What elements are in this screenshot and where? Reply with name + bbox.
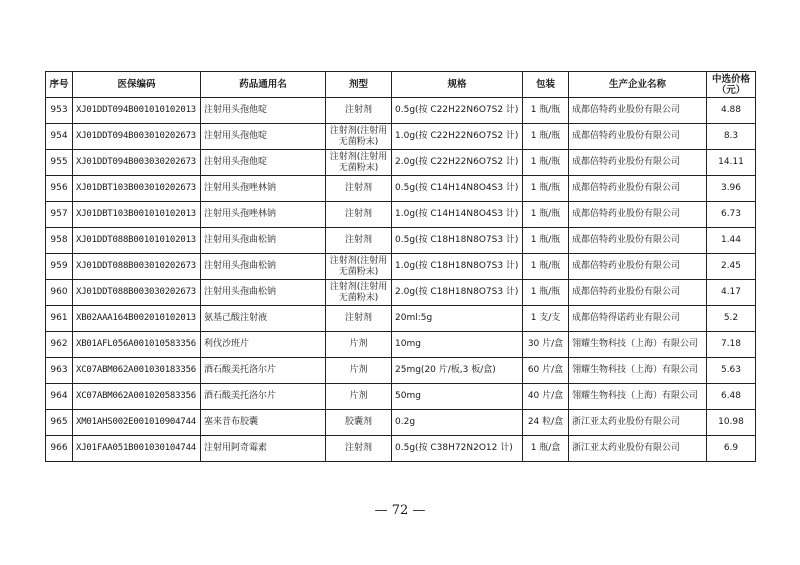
row-drug-name: 注射用头孢唑林钠	[201, 176, 326, 202]
row-seq: 958	[46, 228, 73, 254]
header-name: 药品通用名	[201, 72, 326, 98]
row-package: 1 支/支	[523, 306, 569, 332]
row-code: XJ01DDT088B003030202673	[73, 280, 201, 306]
row-drug-name: 注射用头孢曲松钠	[201, 280, 326, 306]
row-drug-name: 氨基己酸注射液	[201, 306, 326, 332]
table-row	[46, 384, 756, 410]
row-drug-name: 酒石酸美托洛尔片	[201, 384, 326, 410]
row-price: 3.96	[707, 176, 756, 202]
row-seq: 966	[46, 436, 73, 462]
row-manufacturer: 成都倍特药业股份有限公司	[569, 98, 707, 124]
row-package: 30 片/盒	[523, 332, 569, 358]
row-spec: 50mg	[392, 384, 523, 410]
row-price: 5.2	[707, 306, 756, 332]
row-dosage-form: 注射剂	[326, 306, 392, 332]
row-seq: 955	[46, 150, 73, 176]
row-price: 8.3	[707, 124, 756, 150]
row-dosage-form: 注射剂(注射用无菌粉末)	[326, 150, 392, 176]
row-drug-name: 利伐沙班片	[201, 332, 326, 358]
row-seq: 954	[46, 124, 73, 150]
table-row	[46, 124, 756, 150]
row-seq: 957	[46, 202, 73, 228]
page-number: — 72 —	[374, 503, 426, 518]
row-dosage-form: 片剂	[326, 384, 392, 410]
row-package: 1 瓶/瓶	[523, 98, 569, 124]
row-package: 40 片/盒	[523, 384, 569, 410]
row-drug-name: 注射用头孢唑林钠	[201, 202, 326, 228]
row-manufacturer: 成都倍特药业股份有限公司	[569, 228, 707, 254]
row-spec: 1.0g(按 C18H18N8O7S3 计)	[392, 254, 523, 280]
row-dosage-form: 注射剂(注射用无菌粉末)	[326, 124, 392, 150]
row-code: XB01AFL056A001010583356	[73, 332, 201, 358]
row-package: 1 瓶/瓶	[523, 254, 569, 280]
row-manufacturer: 成都倍特药业股份有限公司	[569, 124, 707, 150]
row-drug-name: 酒石酸美托洛尔片	[201, 358, 326, 384]
row-drug-name: 注射用头孢他啶	[201, 150, 326, 176]
table-row	[46, 436, 756, 462]
row-code: XJ01FAA051B001030104744	[73, 436, 201, 462]
row-drug-name: 注射用头孢他啶	[201, 98, 326, 124]
row-dosage-form: 胶囊剂	[326, 410, 392, 436]
header-code: 医保编码	[73, 72, 201, 98]
row-spec: 10mg	[392, 332, 523, 358]
row-package: 1 瓶/瓶	[523, 202, 569, 228]
table-row	[46, 202, 756, 228]
row-price: 14.11	[707, 150, 756, 176]
row-spec: 1.0g(按 C14H14N8O4S3 计)	[392, 202, 523, 228]
row-package: 1 瓶/瓶	[523, 176, 569, 202]
row-dosage-form: 注射剂	[326, 202, 392, 228]
row-code: XJ01DDT094B003010202673	[73, 124, 201, 150]
table-row	[46, 358, 756, 384]
row-manufacturer: 翎耀生物科技（上海）有限公司	[569, 384, 707, 410]
row-seq: 961	[46, 306, 73, 332]
row-package: 1 瓶/盒	[523, 436, 569, 462]
row-price: 6.9	[707, 436, 756, 462]
row-code: XJ01DBT103B001010102013	[73, 202, 201, 228]
row-code: XJ01DBT103B003010202673	[73, 176, 201, 202]
row-price: 4.88	[707, 98, 756, 124]
row-spec: 20ml:5g	[392, 306, 523, 332]
row-code: XC07ABM062A001020583356	[73, 384, 201, 410]
row-manufacturer: 成都倍特药业股份有限公司	[569, 280, 707, 306]
row-spec: 0.2g	[392, 410, 523, 436]
row-code: XJ01DDT094B003030202673	[73, 150, 201, 176]
row-seq: 962	[46, 332, 73, 358]
row-spec: 0.5g(按 C38H72N2O12 计)	[392, 436, 523, 462]
header-spec: 规格	[392, 72, 523, 98]
row-seq: 956	[46, 176, 73, 202]
row-drug-name: 塞来昔布胶囊	[201, 410, 326, 436]
drug-price-table	[45, 71, 756, 462]
header-manufacturer: 生产企业名称	[569, 72, 707, 98]
row-price: 6.73	[707, 202, 756, 228]
row-price: 10.98	[707, 410, 756, 436]
row-drug-name: 注射用阿奇霉素	[201, 436, 326, 462]
row-price: 6.48	[707, 384, 756, 410]
row-dosage-form: 注射剂	[326, 98, 392, 124]
row-price: 2.45	[707, 254, 756, 280]
header-pack: 包装	[523, 72, 569, 98]
header-form: 剂型	[326, 72, 392, 98]
row-drug-name: 注射用头孢曲松钠	[201, 254, 326, 280]
row-seq: 953	[46, 98, 73, 124]
row-manufacturer: 浙江亚太药业股份有限公司	[569, 436, 707, 462]
table-row	[46, 410, 756, 436]
row-spec: 0.5g(按 C22H22N6O7S2 计)	[392, 98, 523, 124]
row-code: XJ01DDT094B001010102013	[73, 98, 201, 124]
row-dosage-form: 注射剂(注射用无菌粉末)	[326, 254, 392, 280]
row-spec: 2.0g(按 C18H18N8O7S3 计)	[392, 280, 523, 306]
table-row	[46, 254, 756, 280]
table-row	[46, 150, 756, 176]
table-header-row	[46, 72, 756, 98]
row-package: 60 片/盒	[523, 358, 569, 384]
row-dosage-form: 注射剂	[326, 436, 392, 462]
row-spec: 2.0g(按 C22H22N6O7S2 计)	[392, 150, 523, 176]
row-price: 4.17	[707, 280, 756, 306]
row-manufacturer: 浙江亚太药业股份有限公司	[569, 410, 707, 436]
row-dosage-form: 注射剂	[326, 228, 392, 254]
row-manufacturer: 成都倍特药业股份有限公司	[569, 202, 707, 228]
row-spec: 0.5g(按 C18H18N8O7S3 计)	[392, 228, 523, 254]
row-seq: 959	[46, 254, 73, 280]
row-price: 7.18	[707, 332, 756, 358]
row-manufacturer: 翎耀生物科技（上海）有限公司	[569, 332, 707, 358]
row-code: XJ01DDT088B003010202673	[73, 254, 201, 280]
row-manufacturer: 翎耀生物科技（上海）有限公司	[569, 358, 707, 384]
row-code: XC07ABM062A001030183356	[73, 358, 201, 384]
row-dosage-form: 片剂	[326, 358, 392, 384]
row-package: 1 瓶/瓶	[523, 150, 569, 176]
row-dosage-form: 注射剂(注射用无菌粉末)	[326, 280, 392, 306]
row-manufacturer: 成都倍特药业股份有限公司	[569, 254, 707, 280]
row-manufacturer: 成都倍特得诺药业有限公司	[569, 306, 707, 332]
row-code: XM01AHS002E001010904744	[73, 410, 201, 436]
row-seq: 964	[46, 384, 73, 410]
row-drug-name: 注射用头孢曲松钠	[201, 228, 326, 254]
row-package: 1 瓶/瓶	[523, 124, 569, 150]
row-seq: 965	[46, 410, 73, 436]
row-seq: 960	[46, 280, 73, 306]
row-code: XJ01DDT088B001010102013	[73, 228, 201, 254]
table-row	[46, 332, 756, 358]
table-row	[46, 280, 756, 306]
row-package: 1 瓶/瓶	[523, 228, 569, 254]
row-price: 5.63	[707, 358, 756, 384]
row-package: 1 瓶/瓶	[523, 280, 569, 306]
table-row	[46, 306, 756, 332]
row-spec: 25mg(20 片/板,3 板/盒)	[392, 358, 523, 384]
row-code: XB02AAA164B002010102013	[73, 306, 201, 332]
row-spec: 0.5g(按 C14H14N8O4S3 计)	[392, 176, 523, 202]
row-dosage-form: 注射剂	[326, 176, 392, 202]
table-row	[46, 228, 756, 254]
row-manufacturer: 成都倍特药业股份有限公司	[569, 150, 707, 176]
header-seq: 序号	[46, 72, 73, 98]
row-drug-name: 注射用头孢他啶	[201, 124, 326, 150]
table-row	[46, 176, 756, 202]
row-price: 1.44	[707, 228, 756, 254]
row-spec: 1.0g(按 C22H22N6O7S2 计)	[392, 124, 523, 150]
row-package: 24 粒/盒	[523, 410, 569, 436]
row-dosage-form: 片剂	[326, 332, 392, 358]
table-row	[46, 98, 756, 124]
row-manufacturer: 成都倍特药业股份有限公司	[569, 176, 707, 202]
header-price: 中选价格（元）	[707, 72, 756, 98]
row-seq: 963	[46, 358, 73, 384]
